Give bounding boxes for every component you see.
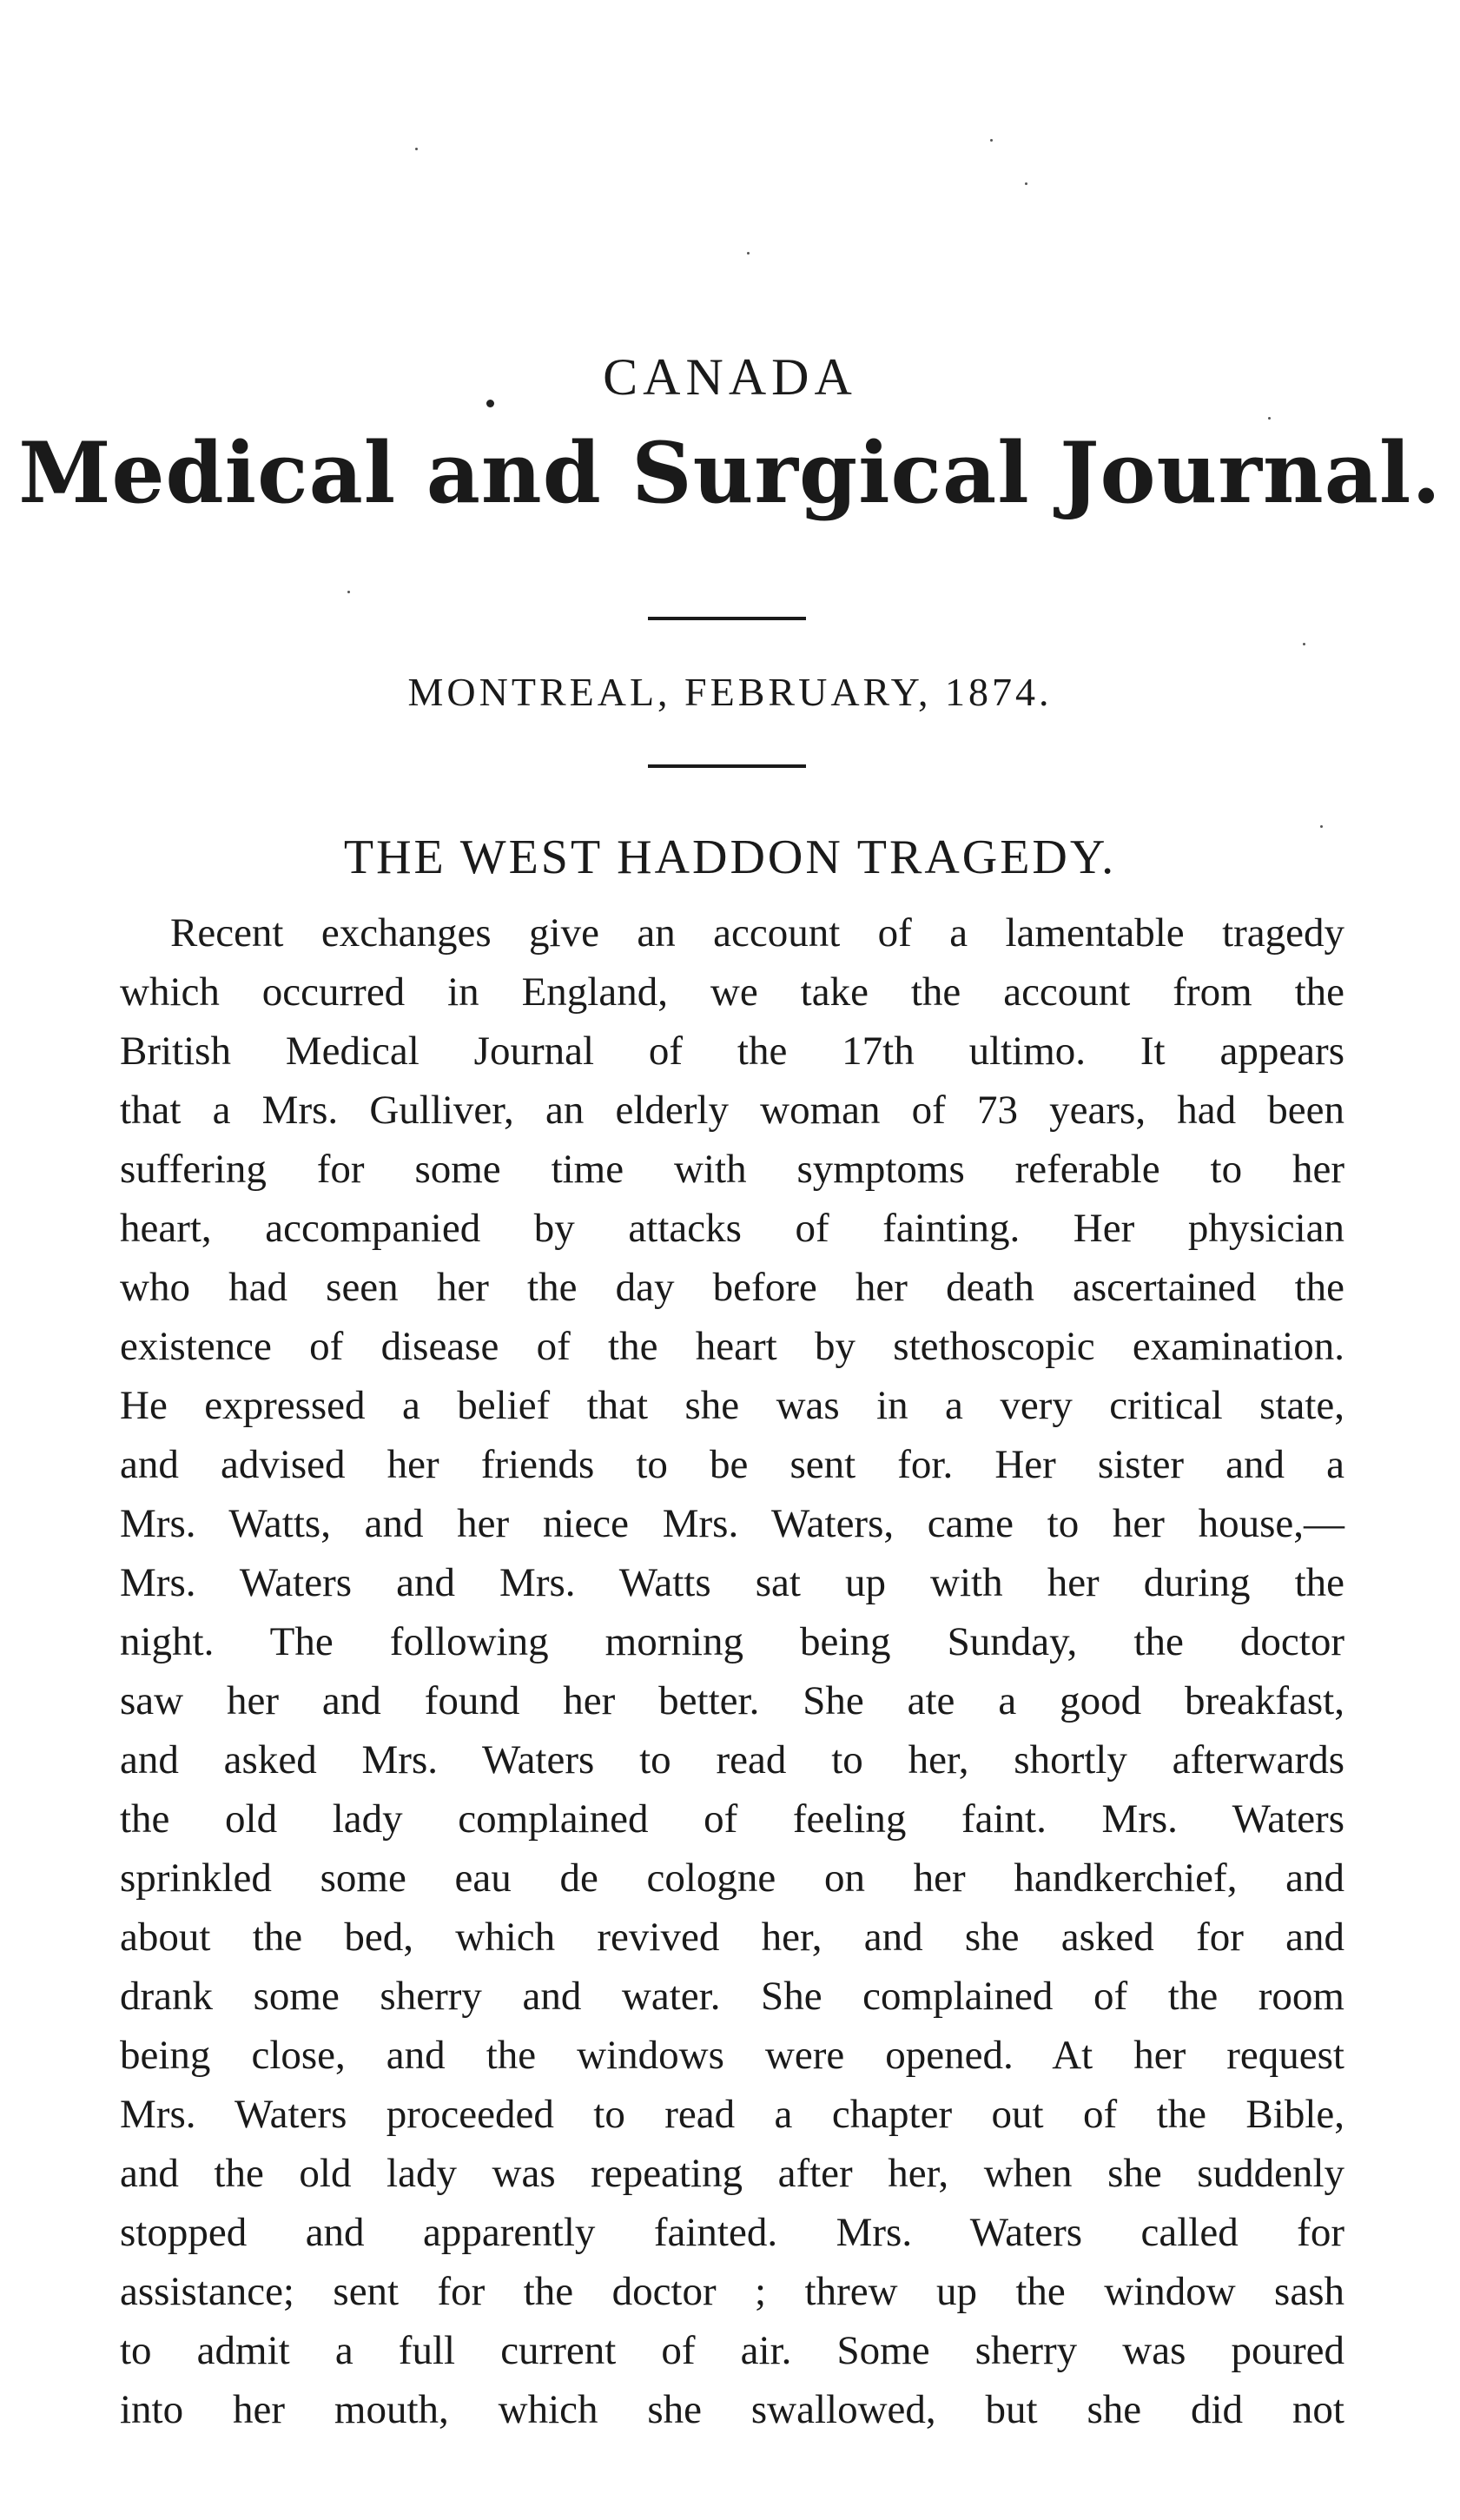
body-line: about the bed, which revived her, and she asked for and [120, 1915, 1344, 1960]
scan-speck [990, 139, 993, 142]
body-line: and the old lady was repeating after her, when she suddenly [120, 2151, 1344, 2196]
body-line: who had seen her the day before her death ascertained the [120, 1265, 1344, 1310]
scan-speck [486, 400, 494, 407]
body-line: drank some sherry and water. She complained of the room [120, 1974, 1344, 2019]
body-line: saw her and found her better. She ate a good breakfast, [120, 1678, 1344, 1723]
scan-speck [1268, 417, 1271, 420]
body-line: and asked Mrs. Waters to read to her, shortly afterwards [120, 1737, 1344, 1783]
body-line: Mrs. Watts, and her niece Mrs. Waters, came to her house,— [120, 1501, 1344, 1546]
body-line: to admit a full current of air. Some sherry was poured [120, 2328, 1344, 2373]
journal-name: CANADA [603, 348, 857, 406]
body-line: heart, accompanied by attacks of fainting. Her physician [120, 1206, 1344, 1251]
body-line: into her mouth, which she swallowed, but she did not [120, 2387, 1344, 2432]
article-title: THE WEST HADDON TRAGEDY. [343, 830, 1117, 884]
scan-speck [747, 252, 750, 255]
body-line: Recent exchanges give an account of a lamentable tragedy [170, 910, 1344, 956]
body-line: which occurred in England, we take the account from the [120, 969, 1344, 1015]
body-line: Mrs. Waters and Mrs. Watts sat up with her during the [120, 1560, 1344, 1605]
body-line: British Medical Journal of the 17th ultimo. It appears [120, 1029, 1344, 1074]
body-line: being close, and the windows were opened. At her request [120, 2033, 1344, 2078]
scan-speck [1320, 825, 1323, 828]
divider-rule-top [648, 617, 806, 620]
body-line: sprinkled some eau de cologne on her handkerchief, and [120, 1855, 1344, 1901]
body-line: Mrs. Waters proceeded to read a chapter out of the Bible, [120, 2092, 1344, 2137]
scan-speck [347, 591, 350, 593]
body-line: He expressed a belief that she was in a very critical state, [120, 1383, 1344, 1428]
scan-speck [415, 148, 418, 150]
body-line: and advised her friends to be sent for. Her sister and a [120, 1442, 1344, 1487]
dateline: MONTREAL, FEBRUARY, 1874. [407, 670, 1053, 714]
body-line: existence of disease of the heart by stethoscopic examination. [120, 1324, 1344, 1369]
divider-rule-bottom [648, 764, 806, 768]
body-line: suffering for some time with symptoms referable to her [120, 1147, 1344, 1192]
journal-title: Medical and Surgical Journal. [18, 424, 1442, 522]
body-line: that a Mrs. Gulliver, an elderly woman of 73 years, had been [120, 1088, 1344, 1133]
body-line: night. The following morning being Sunday, the doctor [120, 1619, 1344, 1664]
scan-speck [1303, 643, 1305, 645]
body-line: the old lady complained of feeling faint. Mrs. Waters [120, 1796, 1344, 1842]
scan-speck [1025, 182, 1027, 185]
article-body [120, 903, 1344, 2439]
body-line: stopped and apparently fainted. Mrs. Waters called for [120, 2210, 1344, 2255]
body-line: assistance; sent for the doctor ; threw up the window sash [120, 2269, 1344, 2314]
